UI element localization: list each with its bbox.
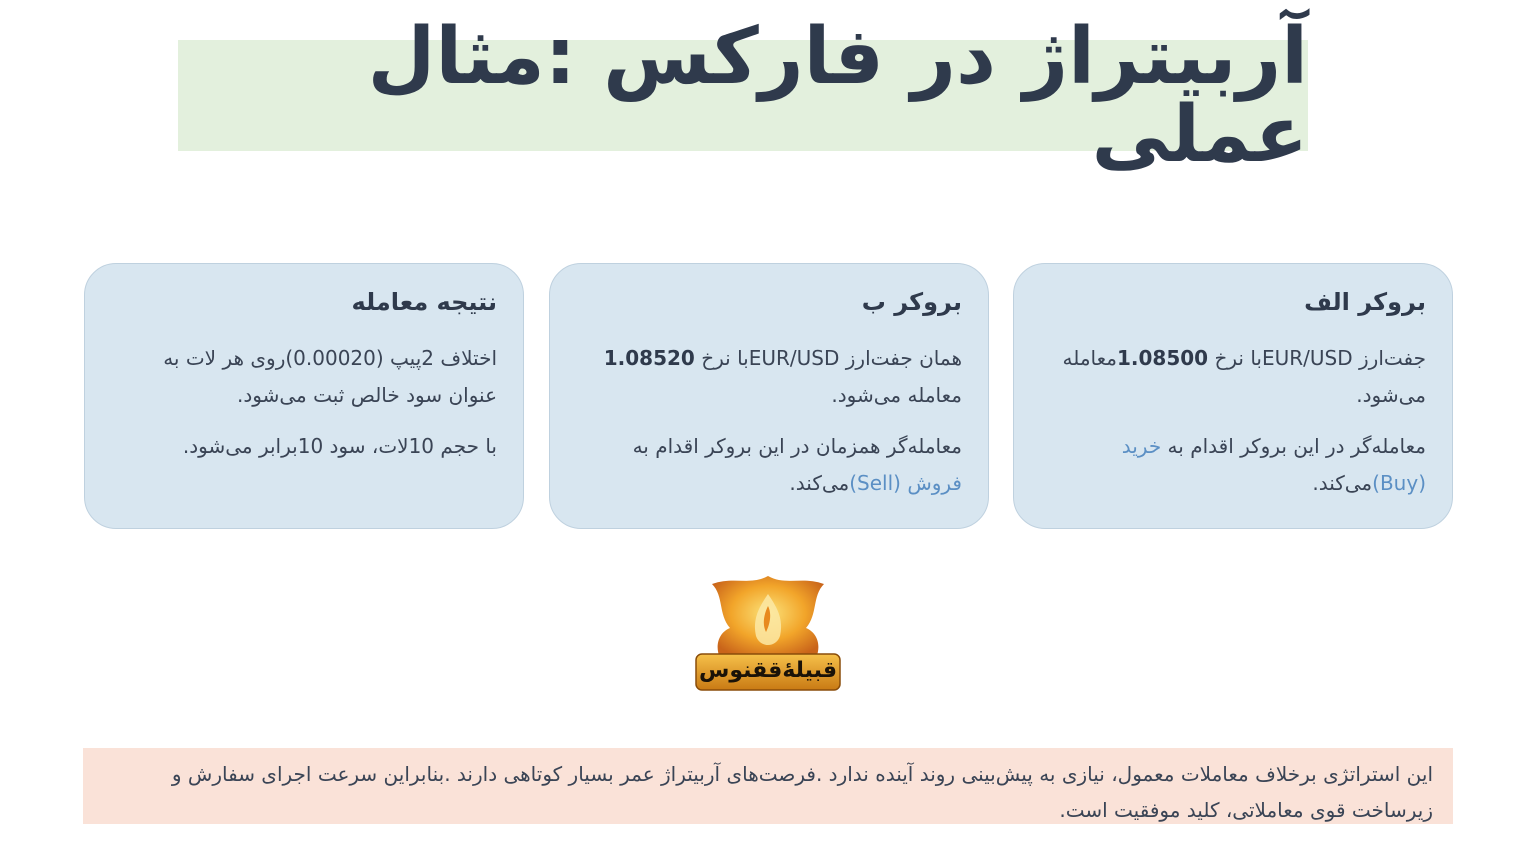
card-broker-b xyxy=(549,263,989,529)
text-segment: می‌کند. xyxy=(1312,471,1373,495)
footer-note xyxy=(83,748,1453,824)
logo-label: قبیلهٔ‌ققنوس xyxy=(698,658,838,683)
title-banner xyxy=(178,11,1308,180)
card-heading: بروکر الف xyxy=(1304,288,1426,316)
text-segment: معامله می‌شود. xyxy=(1062,346,1426,407)
card-paragraph xyxy=(576,428,962,502)
text-segment: معامله‌گر در این بروکر اقدام به xyxy=(1161,434,1426,458)
card-paragraph xyxy=(576,340,962,414)
action-word: فروش xyxy=(907,471,962,495)
action-english: (Buy) xyxy=(1372,471,1426,495)
currency-pair: EUR/USD xyxy=(748,346,840,370)
text-segment: معامله‌گر همزمان در این بروکر اقدام به xyxy=(632,434,962,458)
text-segment: با نرخ xyxy=(694,346,749,370)
phoenix-logo xyxy=(690,566,846,698)
card-broker-a xyxy=(1013,263,1453,529)
currency-pair: EUR/USD xyxy=(1261,346,1353,370)
card-trade-result xyxy=(84,263,524,529)
card-paragraph: اختلاف 2پیپ (0.00020)روی هر لات به عنوان سود خالص ثبت می‌شود. xyxy=(163,346,497,407)
card-paragraph xyxy=(1040,428,1426,502)
action-word: خرید xyxy=(1121,434,1162,458)
page-title: آربیتراژ در فارکس :مثال عملی xyxy=(367,11,1308,180)
card-paragraph: با حجم 10لات، سود 10برابر می‌شود. xyxy=(182,434,497,458)
card-heading: بروکر ب xyxy=(861,288,962,316)
text-segment: همان جفت‌ارز xyxy=(839,346,962,370)
action-english: (Sell) xyxy=(849,471,901,495)
text-segment: معامله می‌شود. xyxy=(831,383,962,407)
rate-value: 1.08500 xyxy=(1117,346,1209,370)
rate-value: 1.08520 xyxy=(603,346,695,370)
text-segment: جفت‌ارز xyxy=(1352,346,1426,370)
text-segment: می‌کند. xyxy=(789,471,850,495)
card-heading: نتیجه معامله xyxy=(351,288,497,316)
text-segment: با نرخ xyxy=(1208,346,1262,370)
card-paragraph xyxy=(1040,340,1426,414)
footer-text: این استراتژی برخلاف معاملات معمول، نیازی به پیش‌بینی روند آینده ندارد .فرصت‌های آربیتراژ عمر بسیار کوتاهی دارند .بنابراین سرعت اجرای سفارش و زیرساخت قوی معاملاتی، کلید موفقیت است. xyxy=(171,762,1433,822)
